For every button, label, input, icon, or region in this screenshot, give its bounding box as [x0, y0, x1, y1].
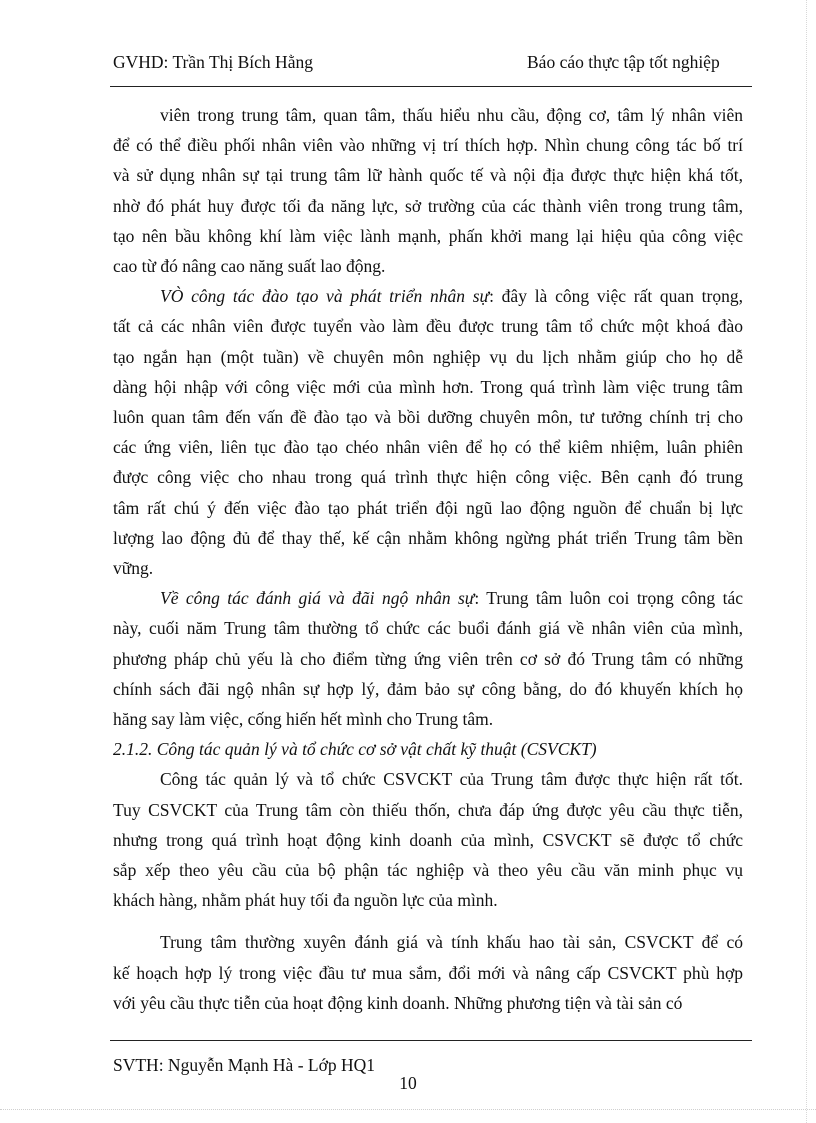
footer-student: SVTH: Nguyễn Mạnh Hà - Lớp HQ1 [113, 1055, 375, 1075]
para4-line: sắp xếp theo yêu cầu của bộ phận tác nghiệp và theo yêu cầu văn minh phục vụ [113, 860, 743, 881]
para1-line: viên trong trung tâm, quan tâm, thấu hiểu nhu cầu, động cơ, tâm lý nhân viên [160, 105, 743, 125]
para3-line: hăng say làm việc, cống hiến hết mình cho Trung tâm. [113, 709, 494, 730]
para3-line: này, cuối năm Trung tâm thường tổ chức các buổi đánh giá về nhân viên của mình, [113, 618, 743, 639]
section-heading: 2.1.2. Công tác quản lý và tổ chức cơ sở vật chất kỹ thuật (CSVCKT) [113, 739, 597, 760]
header-report-title: Báo cáo thực tập tốt nghiệp [527, 52, 720, 72]
para3-line: chính sách đãi ngộ nhân sự hợp lý, đảm bảo sự công bằng, do đó khuyến khích họ [113, 678, 743, 699]
para1-line: nhờ đó phát huy được tối đa năng lực, sở trường của các thành viên trong trung tâm, [113, 195, 743, 216]
para2-first-rest: : đây là công việc rất quan trọng, [489, 286, 743, 307]
page-edge-bottom [0, 1109, 816, 1110]
header-advisor: GVHD: Trần Thị Bích Hằng [113, 52, 313, 72]
para5-line: kế hoạch hợp lý trong việc đầu tư mua sắm, đổi mới và nâng cấp CSVCKT phù hợp [113, 962, 743, 983]
para2-line: các ứng viên, liên tục đào tạo chéo nhân viên để họ có thể kiêm nhiệm, luân phiên [113, 437, 743, 458]
para4-line: nhưng trong quá trình hoạt động kinh doanh của mình, CSVCKT sẽ được tổ chức [113, 829, 743, 850]
para2-line: tâm rất chú ý đến việc đào tạo phát triển đội ngũ lao động nguồn để chuẩn bị lực [113, 497, 743, 518]
para3-line: phương pháp chủ yếu là cho điểm từng ứng viên trên cơ sở đó Trung tâm có những [113, 648, 743, 669]
document-body [113, 100, 743, 1018]
para1-line: tạo nên bầu không khí làm việc lành mạnh, phấn khởi mang lại hiệu qủa công việc [113, 225, 743, 246]
para4-line: Công tác quản lý và tổ chức CSVCKT của Trung tâm được thực hiện rất tốt. [160, 769, 743, 790]
paragraph-gap [113, 915, 743, 927]
para2-first-line [113, 281, 743, 311]
para5-line: với yêu cầu thực tiễn của hoạt động kinh doanh. Những phương tiện và tài sản có [113, 992, 683, 1013]
para2-line: tất cả các nhân viên được tuyển vào làm đều được trung tâm tổ chức một khoá đào [113, 316, 743, 337]
para2-lead: VÒ công tác đào tạo và phát triển nhân sự [160, 286, 490, 307]
para2-line: luôn quan tâm đến vấn đề đào tạo và bồi dưỡng chuyên môn, tư tưởng chính trị cho [113, 407, 743, 428]
page-edge-right [806, 0, 807, 1123]
header-rule [110, 86, 752, 87]
page-number: 10 [399, 1073, 417, 1093]
para2-line: được công việc cho nhau trong quá trình thực hiện công việc. Bên cạnh đó trung [113, 467, 743, 488]
para1-line: và sử dụng nhân sự tại trung tâm lữ hành quốc tế và nội địa được thực hiện khá tốt, [113, 165, 743, 186]
para4-line: khách hàng, nhằm phát huy tối đa nguồn lực của mình. [113, 890, 498, 911]
para1-line: để có thể điều phối nhân viên vào những vị trí thích hợp. Nhìn chung công tác bố trí [113, 135, 743, 156]
para1-line: cao từ đó nâng cao năng suất lao động. [113, 256, 386, 277]
para2-line: tạo ngắn hạn (một tuần) về chuyên môn nghiệp vụ du lịch nhằm giúp cho họ dễ [113, 346, 743, 367]
para3-lead: Về công tác đánh giá và đãi ngộ nhân sự [160, 588, 475, 609]
para2-line: lượng lao động đủ để thay thế, kế cận nhằm không ngừng phát triển Trung tâm bền [113, 527, 743, 548]
para4-line: Tuy CSVCKT của Trung tâm còn thiếu thốn, chưa đáp ứng được yêu cầu thực tiễn, [113, 799, 743, 820]
para3-first-line [113, 583, 743, 613]
para3-first-rest: : Trung tâm luôn coi trọng công tác [474, 588, 743, 609]
para5-line: Trung tâm thường xuyên đánh giá và tính khấu hao tài sản, CSVCKT để có [160, 932, 743, 953]
para2-line: vững. [113, 558, 154, 579]
footer-rule [110, 1040, 752, 1041]
para2-line: dàng hội nhập với công việc mới của mình hơn. Trong quá trình làm việc trung tâm [113, 376, 743, 397]
